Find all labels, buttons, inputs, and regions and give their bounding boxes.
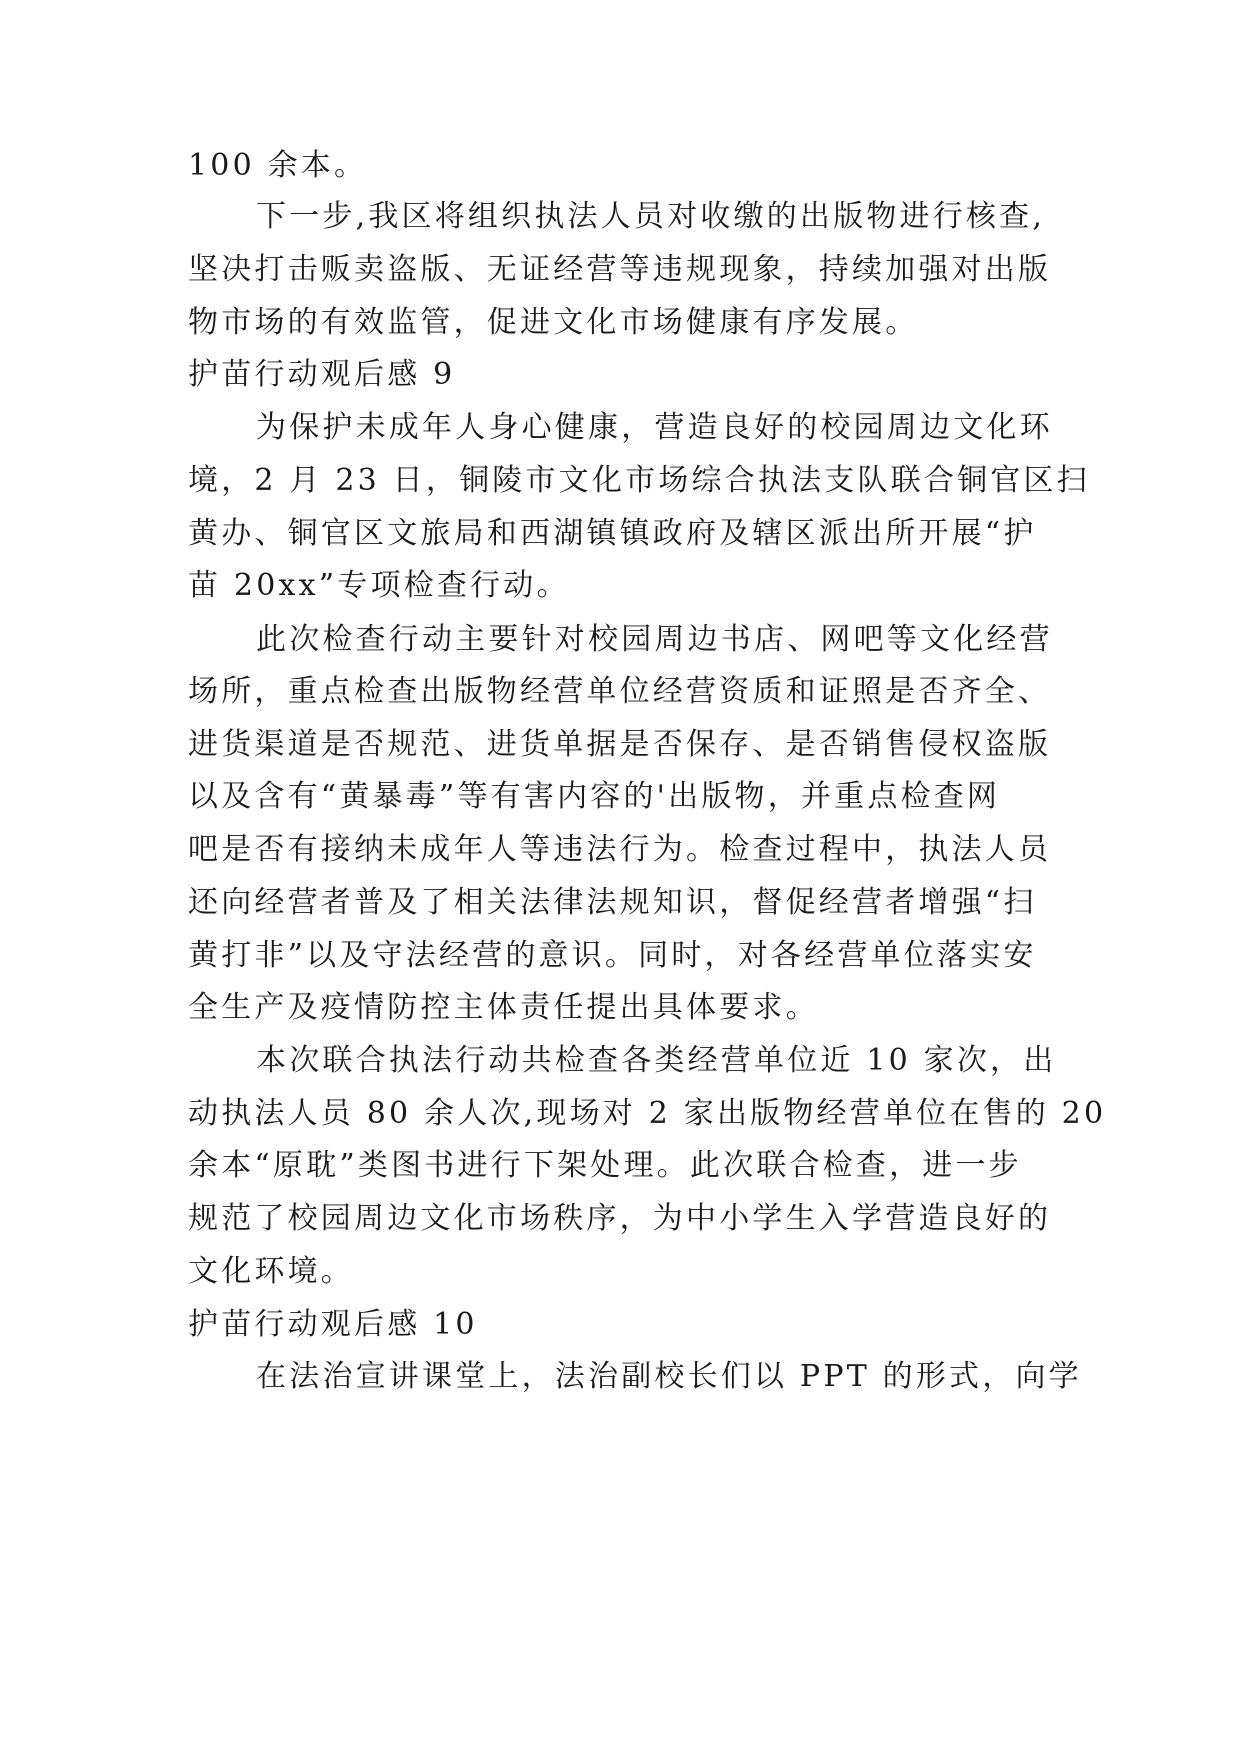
paragraph-line: 黄办、铜官区文旅局和西湖镇镇政府及辖区派出所开展“护 [188,516,1037,551]
paragraph-line: 余本“原耽”类图书进行下架处理。此次联合检查，进一步 [188,1148,1022,1183]
section-heading: 护苗行动观后感 10 [188,1307,478,1342]
paragraph-line: 本次联合执法行动共检查各类经营单位近 10 家次，出 [256,1043,1057,1078]
paragraph-line: 文化环境。 [188,1254,354,1289]
paragraph-line: 全生产及疫情防控主体责任提出具体要求。 [188,990,819,1025]
paragraph-line: 此次检查行动主要针对校园周边书店、网吧等文化经营 [256,622,1053,657]
section-heading: 护苗行动观后感 9 [188,357,456,392]
paragraph-line: 进货渠道是否规范、进货单据是否保存、是否销售侵权盗版 [188,727,1052,762]
paragraph-line: 在法治宣讲课堂上，法治副校长们以 PPT 的形式，向学 [256,1359,1082,1394]
paragraph-line: 黄打非”以及守法经营的意识。同时，对各经营单位落实安 [188,938,1037,973]
paragraph-line: 场所，重点检查出版物经营单位经营资质和证照是否齐全、 [188,674,1052,709]
paragraph-line: 为保护未成年人身心健康，营造良好的校园周边文化环 [256,410,1053,445]
paragraph-line: 以及含有“黄暴毒”等有害内容的'出版物，并重点检查网 [188,779,1001,814]
paragraph-line: 下一步,我区将组织执法人员对收缴的出版物进行核查, [256,199,1046,234]
paragraph-line: 100 余本。 [188,148,368,183]
paragraph-line: 还向经营者普及了相关法律法规知识，督促经营者增强“扫 [188,885,1037,920]
paragraph-line: 苗 20xx”专项检查行动。 [188,568,570,603]
paragraph-line: 物市场的有效监管，促进文化市场健康有序发展。 [188,305,919,340]
paragraph-line: 规范了校园周边文化市场秩序，为中小学生入学营造良好的 [188,1201,1052,1236]
paragraph-line: 吧是否有接纳未成年人等违法行为。检查过程中，执法人员 [188,832,1052,867]
paragraph-line: 境，2 月 23 日，铜陵市文化市场综合执法支队联合铜官区扫 [188,463,1090,498]
paragraph-line: 动执法人员 80 余人次,现场对 2 家出版物经营单位在售的 20 [188,1096,1107,1131]
paragraph-line: 坚决打击贩卖盗版、无证经营等违规现象，持续加强对出版 [188,252,1052,287]
